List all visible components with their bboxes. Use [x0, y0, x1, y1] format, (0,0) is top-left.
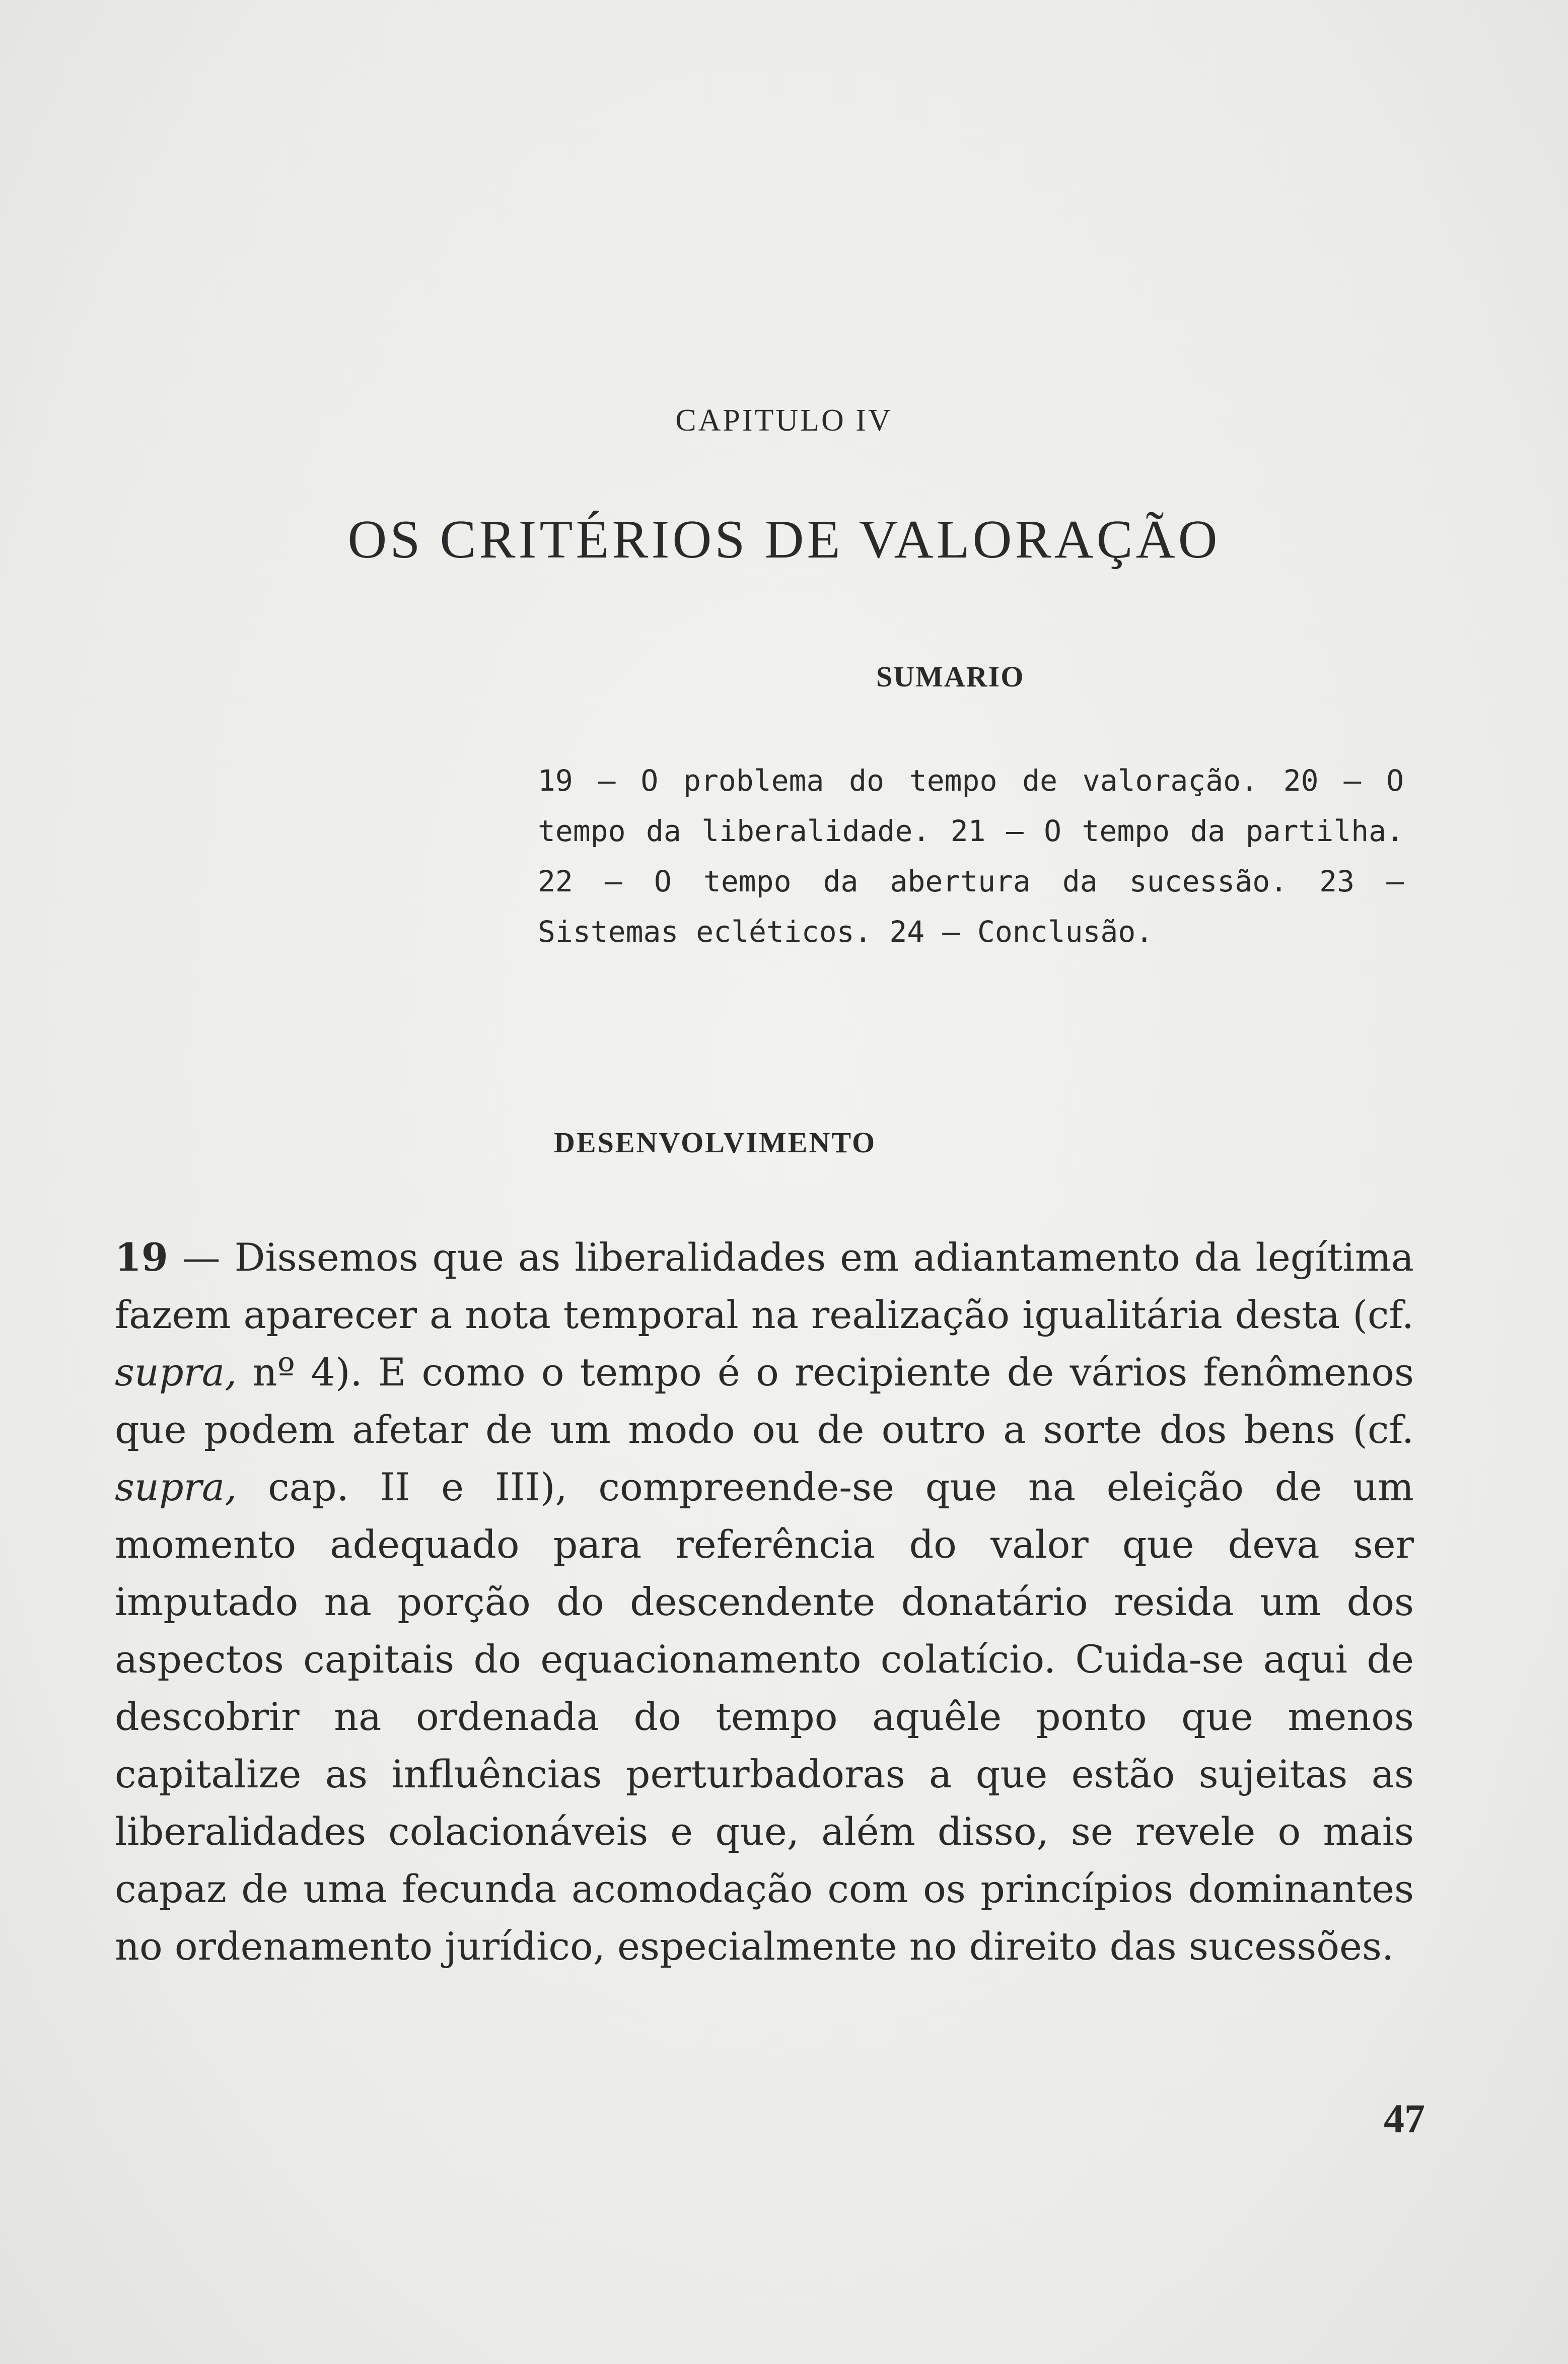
paragraph-text-part-3: cap. II e III), compreende-se que na eleição de um momento adequado para referência do valor que deva ser imputado na porção do descendente donatário resida um dos aspectos capitais do equacionamento colatício. Cuida-se aqui de descobrir na ordenada do tempo aquêle ponto que menos capitalize as influências perturbadoras a que estão sujeitas as liberalidades colacionáveis e que, além disso, se revele o mais capaz de uma fecunda acomodação com os princípios dominantes no ordenamento jurídico, especialmente no direito das sucessões. — [115, 1465, 1414, 1969]
chapter-label: CAPITULO IV — [675, 403, 893, 438]
body-paragraph — [115, 1229, 1414, 1975]
summary-heading: SUMARIO — [876, 660, 1025, 693]
page-number: 47 — [1384, 2096, 1425, 2141]
paragraph-number: 19 — [115, 1235, 168, 1280]
paragraph-text-part-1: — Dissemos que as liberalidades em adiantamento da legítima fazem aparecer a nota temporal na realização igualitária desta (cf. — [115, 1235, 1414, 1337]
chapter-title: OS CRITÉRIOS DE VALORAÇÃO — [347, 510, 1221, 570]
summary-text: 19 — O problema do tempo de valoração. 20 — O tempo da liberalidade. 21 — O tempo da partilha. 22 — O tempo da abertura da sucessão. 23 — Sistemas ecléticos. 24 — Conclusão. — [538, 763, 1404, 949]
paragraph-text-part-2: nº 4). E como o tempo é o recipiente de vários fenômenos que podem afetar de um modo ou de outro a sorte dos bens (cf. — [115, 1350, 1414, 1452]
paragraph-italic-1: supra, — [115, 1350, 237, 1395]
development-heading: DESENVOLVIMENTO — [554, 1126, 877, 1159]
paragraph-italic-2: supra, — [115, 1465, 237, 1509]
